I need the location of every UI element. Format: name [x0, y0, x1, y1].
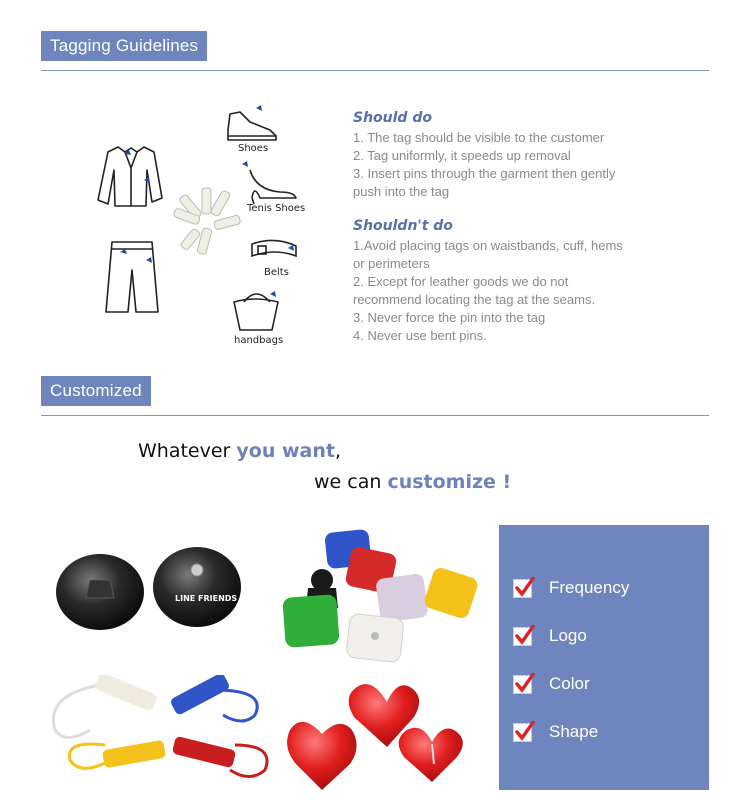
pencil-tags-icon [173, 188, 241, 255]
feature-item-logo [513, 621, 587, 651]
section-divider [41, 415, 709, 416]
should-do-line: 3. Insert pins through the garment then gently [353, 166, 616, 181]
shouldnt-do-line: recommend locating the tag at the seams. [353, 292, 596, 307]
red-pencil-tag-icon [172, 736, 237, 768]
tagline-line-1: Whatever you want, [138, 440, 342, 462]
label-handbags: handbags [234, 335, 284, 346]
checkbox-checked-icon [513, 577, 535, 599]
feature-label: Color [549, 674, 590, 693]
pants-icon [106, 242, 158, 312]
shouldnt-do-line: 1.Avoid placing tags on waistbands, cuff, hems [353, 238, 623, 253]
shouldnt-do-line: 2. Except for leather goods we do not [353, 274, 569, 289]
should-do-line: 2. Tag uniformly, it speeds up removal [353, 148, 571, 163]
feature-item-frequency [513, 573, 629, 603]
white-pencil-tag-icon [94, 675, 158, 712]
label-tenis-shoes: Tenis Shoes [247, 203, 306, 214]
label-shoes: Shoes [238, 143, 269, 154]
tag-marker-icon [270, 291, 276, 297]
checkbox-checked-icon [513, 721, 535, 743]
feature-label: Logo [549, 626, 587, 645]
tagline-line-2: we can customize ! [314, 471, 512, 493]
shouldnt-do-title: Shouldn't do [353, 218, 453, 234]
photo-round-hard-tags [52, 540, 247, 635]
green-tag-icon [282, 594, 339, 648]
checkbox-checked-icon [513, 625, 535, 647]
handbag-icon [234, 294, 278, 330]
label-belts: Belts [264, 267, 289, 278]
high-heel-icon [250, 170, 296, 204]
checkbox-checked-icon [513, 673, 535, 695]
should-do-title: Should do [353, 110, 432, 126]
shouldnt-do-line: or perimeters [353, 256, 430, 271]
customize-features-panel [499, 525, 709, 790]
photo-heart-tags [282, 672, 492, 794]
should-do-line: push into the tag [353, 184, 450, 199]
yellow-tag-icon [423, 566, 480, 620]
heart-tag-icon [287, 722, 356, 790]
photo-square-hard-tags [278, 528, 480, 663]
tag-marker-icon [242, 161, 248, 167]
lilac-tag-icon [375, 573, 429, 623]
line-friends-logo: LINE FRIENDS [175, 594, 238, 603]
heart-tag-icon [399, 728, 463, 782]
section-header-customized: Customized [41, 376, 151, 406]
should-do-line: 1. The tag should be visible to the customer [353, 130, 605, 145]
round-tag-icon [153, 547, 241, 627]
photo-pencil-lanyard-tags [45, 675, 270, 790]
tag-marker-icon [256, 105, 262, 111]
shouldnt-do-line: 4. Never use bent pins. [353, 328, 487, 343]
feature-label: Shape [549, 722, 599, 741]
tag-marker-icon [146, 257, 152, 263]
feature-item-color [513, 669, 590, 699]
sneaker-icon [228, 112, 276, 140]
tagging-illustration [90, 100, 320, 350]
feature-item-shape [513, 717, 598, 747]
yellow-pencil-tag-icon [102, 740, 166, 768]
section-divider [41, 70, 709, 71]
blue-pencil-tag-icon [169, 675, 230, 716]
shouldnt-do-line: 3. Never force the pin into the tag [353, 310, 546, 325]
shirt-icon [98, 147, 162, 206]
tag-marker-icon [288, 245, 294, 251]
feature-label: Frequency [549, 578, 630, 597]
section-header-tagging: Tagging Guidelines [41, 31, 207, 61]
